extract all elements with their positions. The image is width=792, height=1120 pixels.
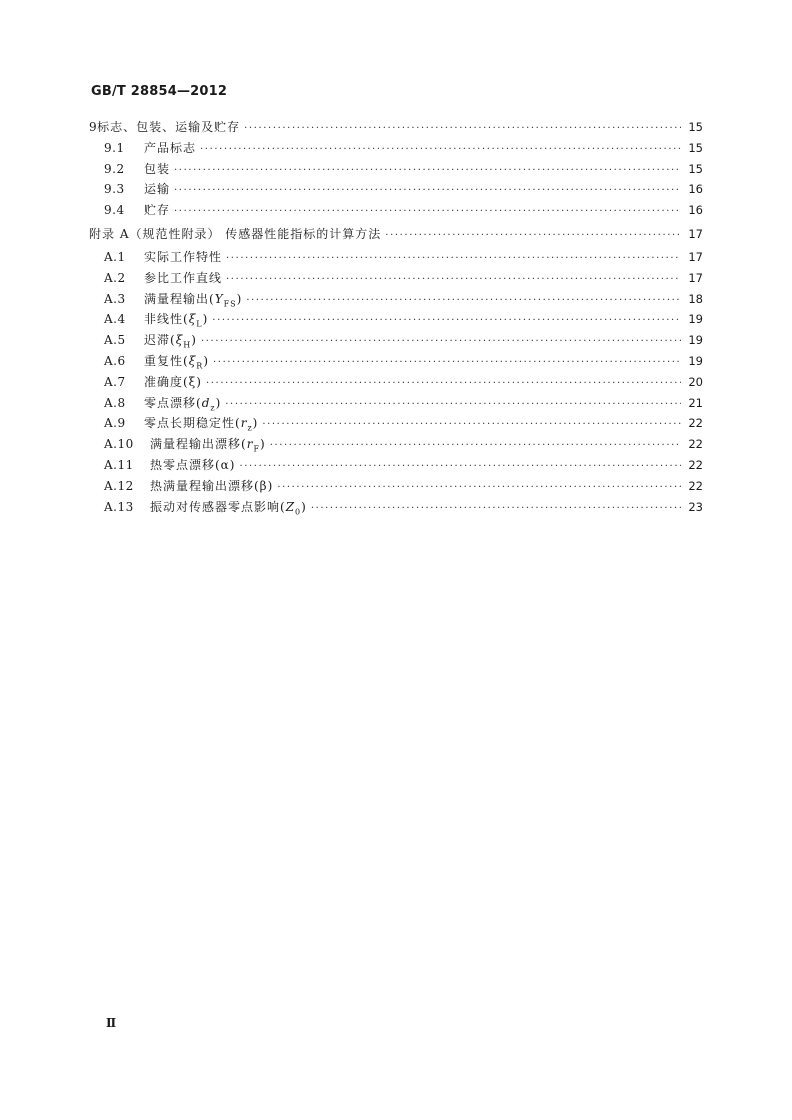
toc-entry[interactable]	[89, 269, 703, 290]
toc-entry-page: 22	[688, 457, 703, 472]
toc-dot-leader	[174, 165, 681, 176]
toc-entry[interactable]	[89, 118, 703, 139]
toc-entry-title: 迟滞$(\xi_H)$	[144, 333, 197, 350]
toc-entry-page: 21	[688, 395, 703, 410]
toc-entry-title: 满量程输出漂移$(r_F)$	[150, 437, 266, 454]
toc-entry-number: 9.2	[104, 161, 125, 176]
toc-entry[interactable]	[89, 160, 703, 181]
toc-entry-title: 振动对传感器零点影响$(Z_0)$	[150, 499, 307, 516]
page-number: Ⅱ	[106, 1016, 117, 1030]
toc-entry[interactable]	[89, 201, 703, 222]
toc-entry[interactable]	[89, 498, 703, 519]
toc-entry-page: 19	[688, 312, 703, 327]
toc-dot-leader	[212, 315, 681, 326]
toc-entry[interactable]	[89, 394, 703, 415]
toc-entry-page: 22	[688, 478, 703, 493]
toc-entry-title: 产品标志	[144, 140, 197, 155]
standard-id: GB/T 28854—2012	[91, 84, 228, 99]
toc-entry-number: A.2	[104, 270, 126, 285]
toc-entry[interactable]	[89, 373, 703, 394]
toc-entry-page: 22	[688, 416, 703, 431]
toc-entry[interactable]	[89, 222, 703, 248]
toc-entry-number: A.11	[104, 457, 134, 472]
document-header	[91, 84, 227, 99]
toc-entry-title: 热满量程输出漂移(β)	[150, 478, 274, 493]
toc-entry-title: 重复性$(\xi_R)$	[144, 353, 210, 371]
toc-entry-page: 15	[688, 140, 703, 155]
toc-entry-number: A.4	[104, 312, 126, 327]
toc-entry-page: 19	[688, 333, 703, 348]
toc-dot-leader	[262, 419, 681, 430]
toc-entry-title: 非线性$(\xi_L)$	[144, 312, 209, 329]
toc-entry-title: 热零点漂移(α)	[150, 457, 236, 472]
toc-dot-leader	[213, 357, 681, 368]
toc-dot-leader	[226, 274, 681, 285]
toc-entry-number: 9.4	[104, 203, 125, 218]
toc-dot-leader	[244, 123, 681, 134]
toc-entry-page: 17	[688, 226, 703, 241]
toc-dot-leader	[225, 399, 681, 410]
toc-entry[interactable]	[89, 139, 703, 160]
toc-entry[interactable]	[89, 456, 703, 477]
toc-dot-leader	[246, 295, 681, 306]
toc-entry-title: 实际工作特性	[144, 249, 223, 264]
toc-entry-page: 20	[688, 374, 703, 389]
toc-entry[interactable]	[89, 331, 703, 352]
toc-entry-title: 满量程输出$(Y_{FS})$	[144, 291, 243, 308]
toc-dot-leader	[226, 253, 681, 264]
toc-dot-leader	[239, 461, 681, 472]
toc-entry-number: A.6	[104, 353, 126, 368]
toc-entry-title: 附录 A（规范性附录） 传感器性能指标的计算方法	[89, 226, 382, 241]
toc-entry-title: 零点漂移$(d_z)$	[144, 395, 222, 412]
toc-dot-leader	[311, 503, 681, 514]
toc-entry-page: 16	[688, 203, 703, 218]
toc-entry-number: A.12	[104, 478, 134, 493]
toc-entry-page: 15	[688, 120, 703, 134]
toc-entry[interactable]	[89, 414, 703, 435]
toc-entry-title: 准确度(ξ)	[144, 374, 202, 389]
toc-entry-title: 标志、包装、运输及贮存	[97, 120, 241, 134]
toc-entry-title: 包装	[144, 161, 171, 176]
toc-entry-page: 18	[688, 291, 703, 306]
toc-dot-leader	[200, 144, 681, 155]
toc-entry-page: 16	[688, 182, 703, 197]
toc-dot-leader	[277, 482, 681, 493]
toc-entry-number: A.10	[104, 437, 134, 452]
toc-entry[interactable]	[89, 477, 703, 498]
page-footer	[106, 1016, 116, 1030]
toc-entry-page: 23	[688, 499, 703, 514]
toc-entry-page: 15	[688, 161, 703, 176]
toc-entry-number: A.8	[104, 395, 126, 410]
toc-entry-page: 17	[688, 270, 703, 285]
toc-entry-page: 19	[688, 353, 703, 368]
toc-entry-number: A.13	[104, 499, 134, 514]
toc-entry[interactable]	[89, 290, 703, 311]
toc-entry-page: 22	[688, 437, 703, 452]
toc-dot-leader	[385, 230, 681, 241]
toc-entry-number: A.9	[104, 416, 126, 431]
toc-dot-leader	[206, 378, 681, 389]
toc-entry-number: A.5	[104, 333, 126, 348]
toc-entry[interactable]	[89, 248, 703, 269]
toc-dot-leader	[174, 185, 681, 196]
toc-entry-number: 9	[89, 120, 98, 134]
toc-entry-title: 运输	[144, 182, 171, 197]
toc-entry-number: 9.3	[104, 182, 125, 197]
toc-entry[interactable]	[89, 352, 703, 373]
toc-entry-page: 17	[688, 249, 703, 264]
toc-dot-leader	[270, 440, 681, 451]
toc-dot-leader	[174, 206, 681, 217]
toc-entry-title: 零点长期稳定性$(r_z)$	[144, 416, 259, 433]
toc-entry-title: 参比工作直线	[144, 270, 223, 285]
toc-entry[interactable]	[89, 180, 703, 201]
toc-entry[interactable]	[89, 435, 703, 456]
table-of-contents	[89, 118, 703, 518]
toc-entry[interactable]	[89, 310, 703, 331]
toc-entry-title: 贮存	[144, 203, 171, 218]
toc-entry-number: 9.1	[104, 140, 125, 155]
toc-entry-number: A.7	[104, 374, 126, 389]
toc-entry-number: A.1	[104, 249, 126, 264]
toc-entry-number: A.3	[104, 291, 126, 306]
toc-dot-leader	[201, 336, 681, 347]
